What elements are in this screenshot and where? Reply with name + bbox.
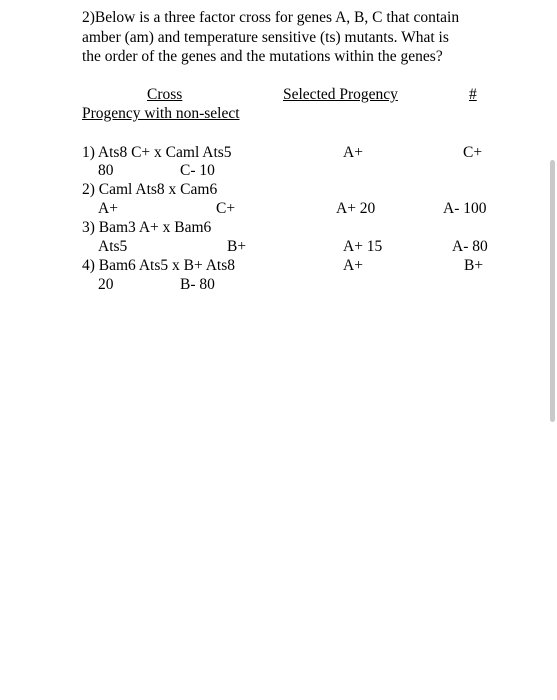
row4-selected: A+ bbox=[343, 257, 363, 274]
row1-count: C+ bbox=[463, 144, 483, 161]
question-line-1: 2)Below is a three factor cross for genes A, B, C that contain bbox=[82, 9, 460, 26]
row3-cross: 3) Bam3 A+ x Bam6 bbox=[82, 219, 212, 236]
row4-cross: 4) Bam6 Ats5 x B+ Ats8 bbox=[82, 257, 235, 274]
question-line-3: the order of the genes and the mutations within the genes? bbox=[82, 48, 443, 65]
row4-progeny-2: B- 80 bbox=[180, 276, 215, 293]
row2-progeny-2: C+ bbox=[216, 200, 236, 217]
row3-count: A- 80 bbox=[452, 238, 488, 255]
row2-cross: 2) Caml Ats8 x Cam6 bbox=[82, 181, 218, 198]
row3-progeny-2: B+ bbox=[227, 238, 247, 255]
header-progeny-non-select: Progency with non-select bbox=[82, 105, 240, 122]
header-count: # bbox=[469, 86, 477, 103]
row1-progeny-1: 80 bbox=[98, 162, 114, 179]
row3-selected: A+ 15 bbox=[343, 238, 383, 255]
row4-count: B+ bbox=[464, 257, 484, 274]
row1-progeny-2: C- 10 bbox=[180, 162, 215, 179]
row2-selected: A+ 20 bbox=[336, 200, 376, 217]
scrollbar-track[interactable] bbox=[549, 0, 557, 700]
row1-cross: 1) Ats8 C+ x Caml Ats5 bbox=[82, 144, 232, 161]
scrollbar-thumb[interactable] bbox=[550, 160, 555, 422]
question-line-2: amber (am) and temperature sensitive (ts) mutants. What is bbox=[82, 28, 449, 46]
header-cross: Cross bbox=[147, 86, 183, 103]
row1-selected: A+ bbox=[343, 144, 363, 161]
row3-progeny-1: Ats5 bbox=[98, 238, 128, 255]
row2-count: A- 100 bbox=[443, 200, 487, 217]
row2-progeny-1: A+ bbox=[98, 200, 118, 217]
question-text bbox=[82, 8, 502, 67]
header-selected-progeny: Selected Progency bbox=[283, 86, 398, 103]
row4-progeny-1: 20 bbox=[98, 276, 114, 293]
